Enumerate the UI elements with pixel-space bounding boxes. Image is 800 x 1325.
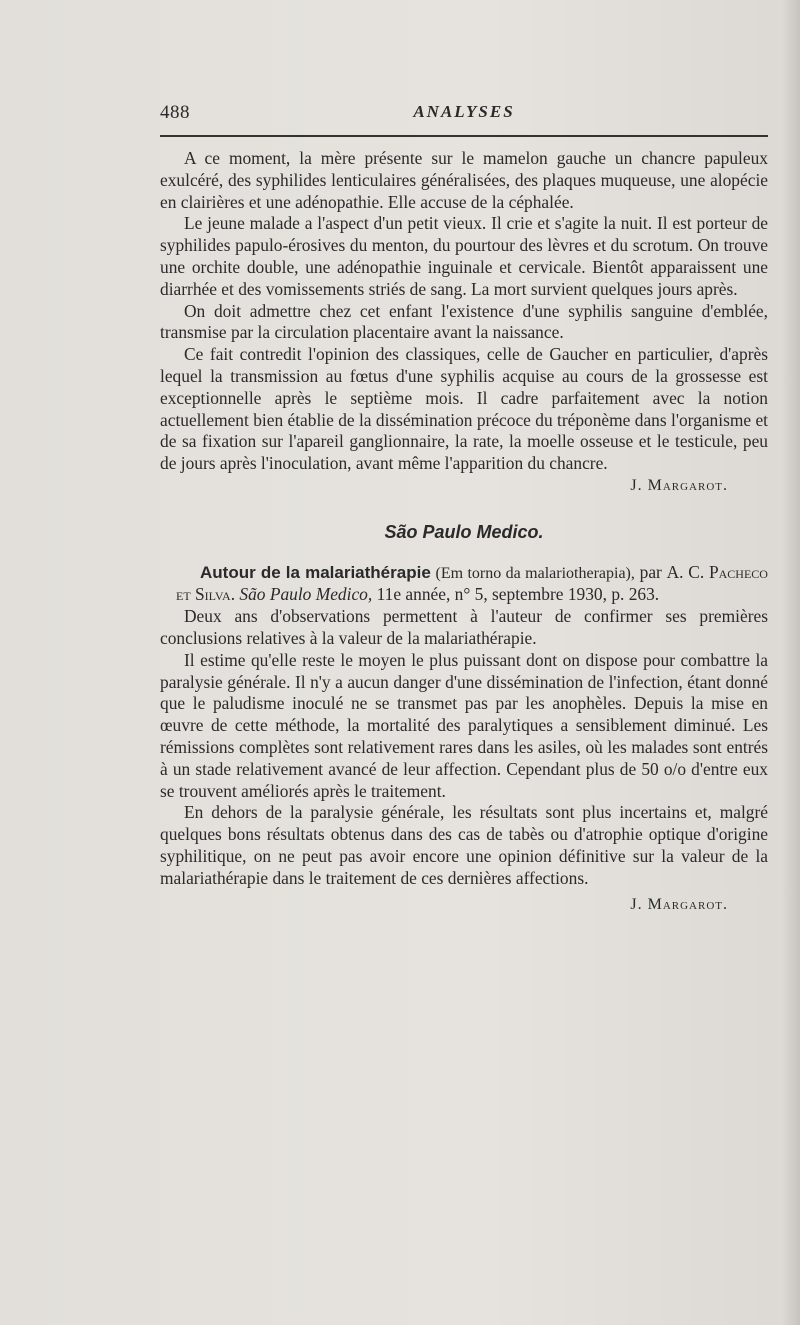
section-title: São Paulo Medico. [384, 521, 544, 542]
header-rule [160, 135, 768, 137]
article2-citation: 11e année, n° 5, septembre 1930, p. 263. [376, 584, 660, 605]
article2-paragraph-1: Deux ans d'observations permettent à l'auteur de confirmer ses premières conclusions relatives à la valeur de la malariathérapie. [160, 606, 768, 648]
article1-paragraph-4: Ce fait contredit l'opinion des classiques, celle de Gaucher en particulier, d'après lequel la transmission au fœtus d'une syphilis acquise au cours de la grossesse est exceptionnelle après le septième mois. Il cadre parfaitement avec la notion actuellement bien établie de la dissémination précoce du tréponème dans l'organisme et de sa fixation sur l'apareil ganglionnaire, la rate, la moelle osseuse et le testicule, peu de jours après l'inoculation, avant même l'apparition du chancre. [160, 344, 768, 474]
article2-heading [160, 562, 768, 607]
article1-paragraph-1: A ce moment, la mère présente sur le mamelon gauche un chancre papuleux exulcéré, des syphilides lenticulaires généralisées, des plaques muqueuse, une alopécie en clairières et une adénopathie. Elle accuse de la céphalée. [160, 148, 768, 212]
article1-paragraph-3: On doit admettre chez cet enfant l'existence d'une syphilis sanguine d'emblée, transmise par la circulation placentaire avant la naissance. [160, 300, 768, 343]
article2-authors: A. C. Pacheco et Silva. [176, 561, 768, 605]
article1-signature: J. Margarot. [630, 476, 728, 494]
article1-paragraph-2: Le jeune malade a l'aspect d'un petit vieux. Il crie et s'agite la nuit. Il est porteur de syphilides papulo-érosives du menton, du pourtour des lèvres et du scrotum. On trouve une orchite double, une adénopathie inguinale et cervicale. Bientôt apparaissent une diarrhée et des vomissements striés de sang. La mort survient quelques jours après. [160, 213, 768, 299]
body-text [160, 148, 768, 915]
page-header [160, 102, 768, 126]
running-head: ANALYSES [413, 102, 515, 121]
article2-title: Autour de la malariathérapie [200, 562, 431, 582]
page-gutter-shadow [782, 0, 800, 1325]
page-number: 488 [160, 102, 190, 123]
article2-signature: J. Margarot. [630, 895, 728, 913]
article2-original-title: (Em torno da malariotherapia), [435, 564, 635, 582]
article2-by: par [639, 561, 662, 582]
article2-paragraph-3: En dehors de la paralysie générale, les résultats sont plus incertains et, malgré quelques bons résultats obtenus dans des cas de tabès ou d'atrophie optique d'origine syphilitique, on ne peut pas avoir encore une opinion définitive sur la valeur de la malariathérapie dans le traitement de ces dernières affections. [160, 802, 768, 888]
article2-paragraph-2: Il estime qu'elle reste le moyen le plus puissant dont on dispose pour combattre la paralysie générale. Il n'y a aucun danger d'une dissémination de l'infection, étant donné que le paludisme inoculé ne se transmet pas par les anophèles. Depuis la mise en œuvre de cette méthode, la mortalité des paralytiques a sensiblement diminué. Les rémissions complètes sont relativement rares dans les asiles, où les malades sont entrés à un stade relativement avancé de leur affection. Cependant plus de 50 o/o d'entre eux se trouvent améliorés après le traitement. [160, 649, 768, 801]
article2-journal: São Paulo Medico, [239, 584, 373, 605]
